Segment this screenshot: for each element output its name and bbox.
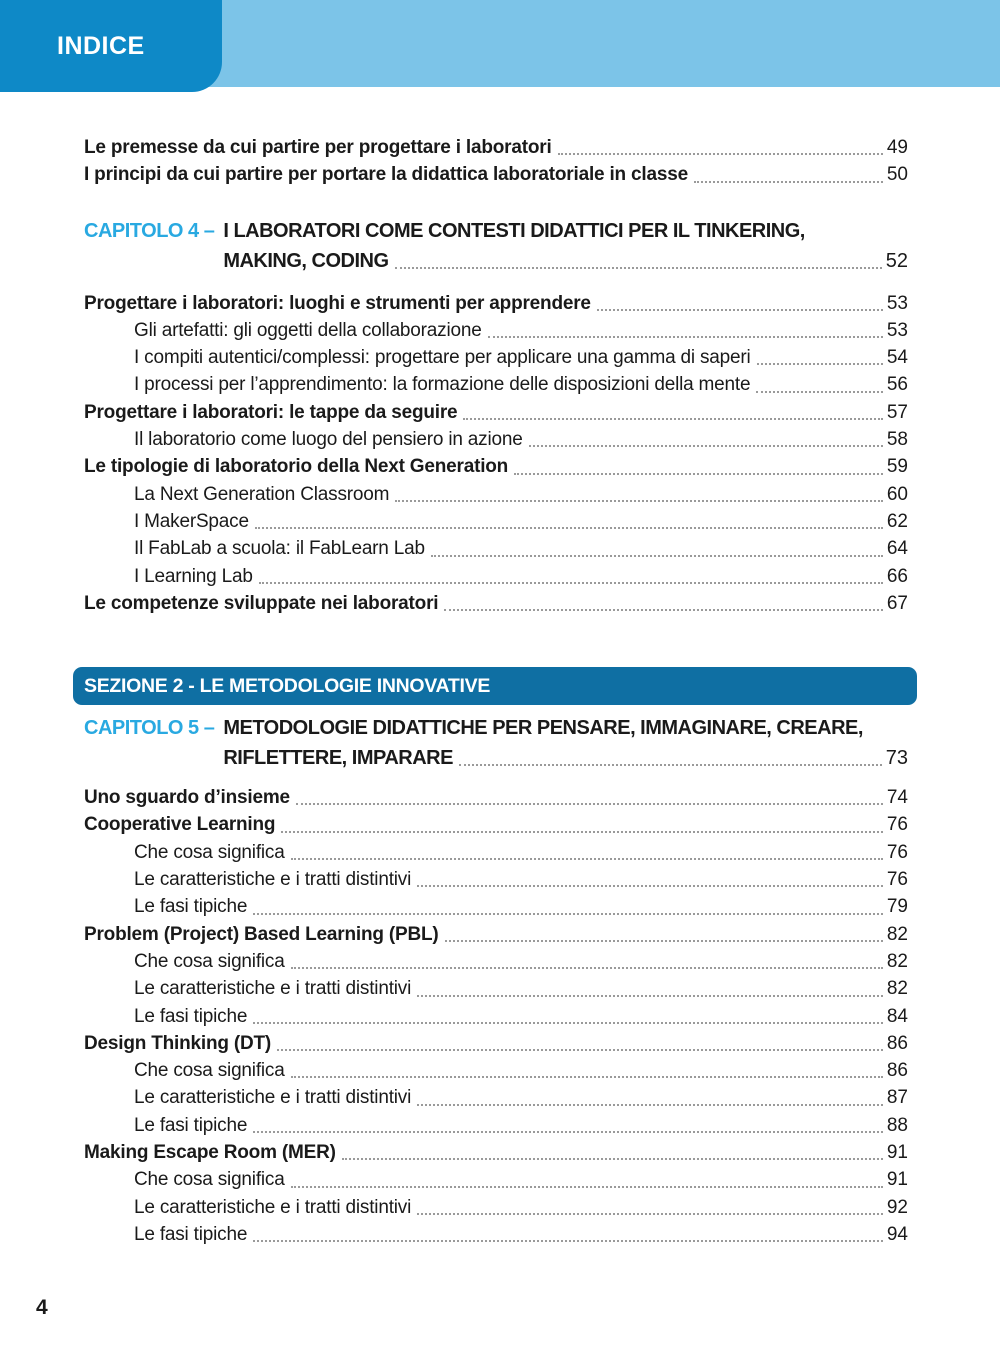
toc-entry-title: I compiti autentici/complessi: progettare per applicare una gamma di saperi (134, 347, 751, 369)
dotted-leader (291, 967, 883, 969)
toc-entry-title: La Next Generation Classroom (134, 483, 390, 505)
toc-entry-title: Problem (Project) Based Learning (PBL) (84, 923, 439, 945)
toc-entry-page: 54 (886, 347, 908, 369)
toc-subentry (84, 1166, 908, 1193)
toc-entry-title: Cooperative Learning (84, 814, 276, 836)
toc-entry-page: 74 (886, 787, 908, 809)
toc-entry-page: 53 (886, 292, 908, 314)
toc-entry-page: 91 (886, 1142, 908, 1164)
toc-entry-title: Che cosa significa (134, 950, 285, 972)
toc-entry-page: 86 (886, 1060, 908, 1082)
dotted-leader (255, 527, 883, 529)
toc-entry (84, 399, 908, 426)
toc-entry-title: Uno sguardo d’insieme (84, 787, 290, 809)
section-2-label: SEZIONE 2 - LE METODOLOGIE INNOVATIVE (84, 674, 491, 697)
page-title: INDICE (57, 31, 145, 60)
toc-entry-title: Le fasi tipiche (134, 1223, 248, 1245)
toc-entry-page: 94 (886, 1223, 908, 1245)
toc-subentry (84, 1112, 908, 1139)
toc-entry-page: 84 (886, 1005, 908, 1027)
dotted-leader (558, 153, 883, 155)
dotted-leader (291, 1076, 883, 1078)
toc-subentry (84, 563, 908, 590)
dotted-leader (281, 831, 883, 833)
dotted-leader (514, 473, 883, 475)
toc-subentry (84, 1057, 908, 1084)
toc-entry-title: Design Thinking (DT) (84, 1032, 272, 1054)
toc-entry-title: Le fasi tipiche (134, 1005, 248, 1027)
dotted-leader (342, 1158, 883, 1160)
toc-subentry (84, 975, 908, 1002)
section-2-header (73, 667, 917, 705)
toc-entry-title: Le tipologie di laboratorio della Next Generation (84, 456, 509, 478)
dotted-leader (529, 445, 883, 447)
toc-entry-page: 82 (886, 950, 908, 972)
toc-subentry (84, 1003, 908, 1030)
toc-subentry (84, 1194, 908, 1221)
chapter-4-title (223, 216, 908, 276)
toc-entry-title: Gli artefatti: gli oggetti della collaborazione (134, 319, 482, 341)
toc-entry-title: Le caratteristiche e i tratti distintivi (134, 869, 412, 891)
toc-entry-title: Il laboratorio come luogo del pensiero in azione (134, 429, 523, 451)
toc-entry-page: 88 (886, 1114, 908, 1136)
toc-subentry (84, 508, 908, 535)
toc-entry-title: Che cosa significa (134, 1060, 285, 1082)
dotted-leader (417, 1213, 883, 1215)
toc-entry-page: 86 (886, 1032, 908, 1054)
toc-entry-page: 92 (886, 1196, 908, 1218)
toc-entry-page: 76 (886, 841, 908, 863)
toc-entry (84, 784, 908, 811)
toc-entry (84, 161, 908, 188)
dotted-leader (597, 309, 883, 311)
dotted-leader (253, 1131, 883, 1133)
chapter-4-title-line1: I LABORATORI COME CONTESTI DIDATTICI PER IL TINKERING, (223, 219, 805, 242)
indice-tab (0, 0, 222, 92)
toc-entry-title: I MakerSpace (134, 510, 249, 532)
dotted-leader (488, 336, 883, 338)
toc-entry-page: 53 (886, 319, 908, 341)
dotted-leader (463, 418, 882, 420)
toc-entry-page: 82 (886, 978, 908, 1000)
dotted-leader (444, 609, 883, 611)
toc-entry-title: Le caratteristiche e i tratti distintivi (134, 1196, 412, 1218)
toc-subentry (84, 893, 908, 920)
toc-subentry (84, 948, 908, 975)
toc-entry-page: 76 (886, 869, 908, 891)
toc-entry-title: Le caratteristiche e i tratti distintivi (134, 978, 412, 1000)
chapter-5-page: 73 (885, 747, 908, 770)
toc-entry-title: I principi da cui partire per portare la didattica laboratoriale in classe (84, 164, 688, 186)
toc-entry-page: 87 (886, 1087, 908, 1109)
toc-entry (84, 590, 908, 617)
dotted-leader (445, 940, 883, 942)
toc-entry-page: 58 (886, 429, 908, 451)
toc-entry-page: 56 (886, 374, 908, 396)
chapter-5-title-line2: RIFLETTERE, IMPARARE (223, 747, 453, 770)
chapter-5-title (223, 713, 908, 773)
dotted-leader (694, 181, 883, 183)
toc-entry-page: 76 (886, 814, 908, 836)
dotted-leader (253, 1240, 883, 1242)
dotted-leader (757, 363, 883, 365)
toc-entry-page: 60 (886, 483, 908, 505)
toc-entry-title: Il FabLab a scuola: il FabLearn Lab (134, 538, 425, 560)
toc-subentry (84, 839, 908, 866)
toc-entry-page: 79 (886, 896, 908, 918)
toc-entry-title: Le fasi tipiche (134, 896, 248, 918)
toc (84, 134, 908, 1248)
toc-entry-title: Che cosa significa (134, 841, 285, 863)
toc-entry-title: Making Escape Room (MER) (84, 1142, 336, 1164)
dotted-leader (417, 995, 883, 997)
toc-entry-page: 82 (886, 923, 908, 945)
toc-entry (84, 453, 908, 480)
toc-subentry (84, 535, 908, 562)
dotted-leader (253, 913, 883, 915)
toc-entry-page: 59 (886, 456, 908, 478)
toc-entry (84, 1139, 908, 1166)
toc-entry-page: 57 (886, 401, 908, 423)
toc-entry-page: 64 (886, 538, 908, 560)
dotted-leader (459, 764, 882, 766)
dotted-leader (296, 803, 883, 805)
toc-entry (84, 811, 908, 838)
toc-entry-title: I Learning Lab (134, 565, 253, 587)
toc-entry-page: 49 (886, 137, 908, 158)
toc-subentry (84, 426, 908, 453)
toc-entry (84, 1030, 908, 1057)
toc-entry-page: 50 (886, 164, 908, 186)
dotted-leader (395, 500, 883, 502)
dotted-leader (259, 582, 883, 584)
toc-subentry (84, 481, 908, 508)
dotted-leader (253, 1022, 883, 1024)
toc-entry (84, 134, 908, 161)
toc-entry (84, 921, 908, 948)
chapter-5-title-line1: METODOLOGIE DIDATTICHE PER PENSARE, IMMAGINARE, CREARE, (223, 717, 863, 740)
dotted-leader (756, 391, 882, 393)
dotted-leader (291, 858, 883, 860)
toc-subentry (84, 866, 908, 893)
chapter-5-heading (84, 713, 908, 773)
toc-entry-title: Le premesse da cui partire per progettare i laboratori (84, 137, 552, 158)
dotted-leader (395, 267, 882, 269)
dotted-leader (291, 1186, 883, 1188)
toc-entry-title: Le competenze sviluppate nei laboratori (84, 592, 439, 614)
dotted-leader (431, 555, 883, 557)
dotted-leader (277, 1049, 883, 1051)
toc-entry-page: 66 (886, 565, 908, 587)
toc-subentry (84, 344, 908, 371)
toc-entry-title: I processi per l’apprendimento: la formazione delle disposizioni della mente (134, 374, 751, 396)
toc-entry-page: 67 (886, 592, 908, 614)
chapter-4-title-line2: MAKING, CODING (223, 249, 389, 272)
chapter-4-heading (84, 216, 908, 276)
toc-subentry (84, 317, 908, 344)
chapter-5-label: CAPITOLO 5 – (84, 717, 215, 740)
chapter-4-label: CAPITOLO 4 – (84, 219, 215, 242)
toc-entry-title: Che cosa significa (134, 1169, 285, 1191)
dotted-leader (417, 885, 883, 887)
toc-subentry (84, 371, 908, 398)
toc-entry (84, 290, 908, 317)
toc-entry-title: Le fasi tipiche (134, 1114, 248, 1136)
toc-entry-page: 62 (886, 510, 908, 532)
toc-entry-page: 91 (886, 1169, 908, 1191)
toc-entry-title: Progettare i laboratori: le tappe da seguire (84, 401, 458, 423)
dotted-leader (417, 1104, 883, 1106)
folio-page-number: 4 (36, 1296, 48, 1319)
toc-entry-title: Le caratteristiche e i tratti distintivi (134, 1087, 412, 1109)
toc-entry-title: Progettare i laboratori: luoghi e strumenti per apprendere (84, 292, 591, 314)
toc-subentry (84, 1221, 908, 1248)
toc-subentry (84, 1084, 908, 1111)
chapter-4-page: 52 (885, 249, 908, 272)
